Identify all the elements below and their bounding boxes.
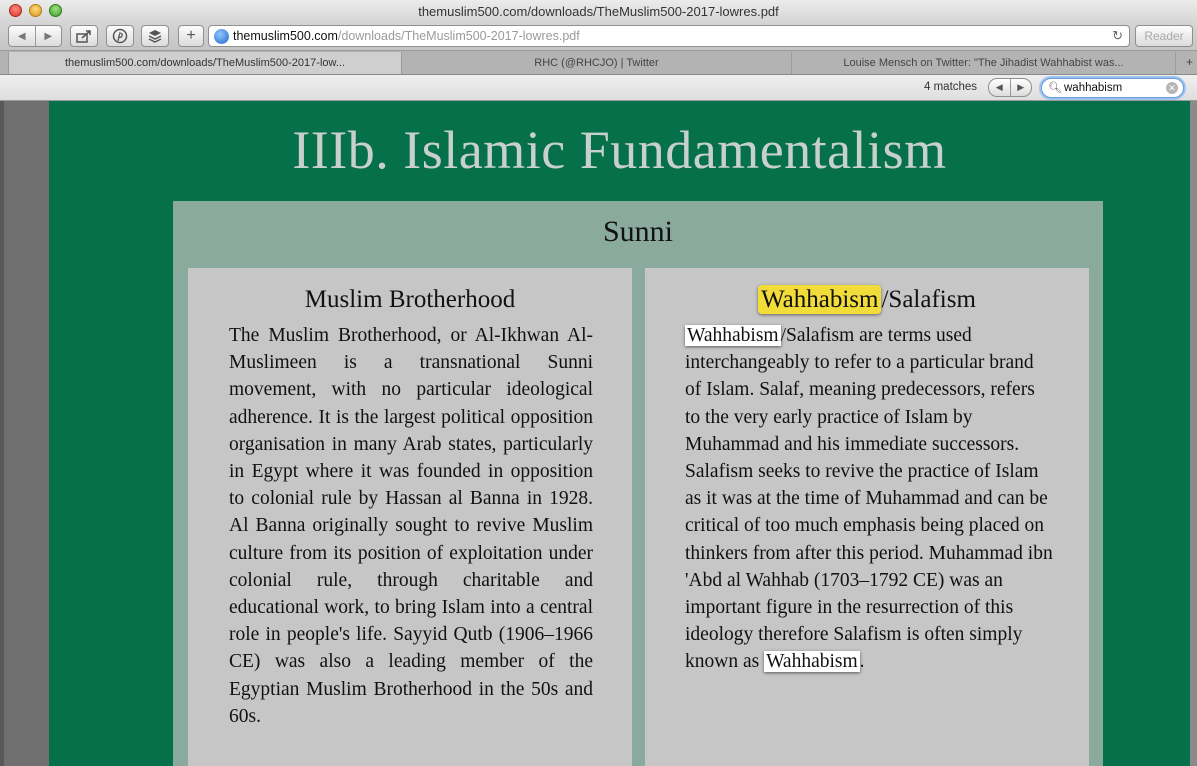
find-match: Wahhabism <box>687 325 779 346</box>
wahhabism-card <box>645 268 1089 766</box>
reload-icon[interactable]: ↻ <box>1112 28 1123 43</box>
find-bar <box>0 75 1197 101</box>
sunni-heading: Sunni <box>602 215 674 248</box>
card-body: The Muslim Brotherhood, or Al-Ikhwan Al-Muslimeen is a transnational Sunni movement, with no particular ideological adherence. It is the largest political opposition organisation in many Arab states, particularly in Egypt where it was founded in opposition to colonial rule by Hassan al Banna in 1928. Al Banna originally sought to revive Muslim culture from its position of exploitation under colonial rule, through charitable and educational work, to bring Islam into a central role in people's life. Sayyid Qutb (1906–1966 CE) was also a leading member of the Egyptian Muslim Brotherhood in the 50s and 60s. <box>229 325 593 727</box>
layers-icon <box>147 28 163 44</box>
reader-button[interactable]: Reader <box>1135 25 1193 47</box>
current-find-match: Wahhabism <box>758 285 881 314</box>
search-icon: 🔍︎ <box>1048 82 1062 94</box>
url-path: /downloads/TheMuslim500-2017-lowres.pdf <box>337 29 580 43</box>
pdf-viewer[interactable] <box>0 101 1197 766</box>
find-query: wahhabism <box>1064 82 1123 94</box>
body-end: . <box>859 651 865 673</box>
card-body <box>685 322 1053 676</box>
heading-rest: /Salafism <box>881 286 976 313</box>
find-match-count: 4 matches <box>924 81 978 93</box>
address-bar[interactable] <box>208 25 1130 47</box>
clear-search-icon[interactable]: ✕ <box>1166 82 1178 94</box>
pinterest-icon <box>112 28 128 44</box>
share-icon <box>76 29 92 43</box>
find-input[interactable] <box>1041 78 1184 98</box>
previous-match-icon[interactable]: ◀ <box>995 82 1003 92</box>
back-forward-buttons <box>8 25 62 47</box>
tab-louise-mensch-twitter[interactable]: Louise Mensch on Twitter: "The Jihadist Wahhabist was... <box>792 52 1176 74</box>
url-host: themuslim500.com <box>233 29 338 43</box>
section-title: IIIb. Islamic Fundamentalism <box>292 120 947 180</box>
card-heading: Muslim Brotherhood <box>304 286 516 313</box>
card-heading <box>645 286 1089 314</box>
next-match-icon[interactable]: ▶ <box>1017 82 1025 92</box>
share-button[interactable] <box>70 25 98 47</box>
sunni-panel <box>173 201 1103 766</box>
globe-icon <box>214 29 229 44</box>
tab-strip <box>0 50 1197 75</box>
body-text: /Salafism are terms used interchangeably to refer to a particular brand of Islam. Salaf, meaning predecessors, refers to the very early practice of Islam by Muhammad and his immediate successors. Salafism seeks to revive the practice of Islam as it was at the time of Muhammad and can be critical of too much emphasis being placed on thinkers from after this period. Muhammad ibn 'Abd al Wahhab (1703–1792 CE) was an important figure in the resurrection of this ideology therefore Salafism is often simply known as <box>685 325 1053 673</box>
add-tab-icon[interactable]: + <box>1185 55 1193 69</box>
viewer-edge <box>0 101 4 766</box>
find-match: Wahhabism <box>766 651 858 673</box>
forward-arrow-icon[interactable]: ▶ <box>44 30 53 42</box>
title-bar <box>0 0 1197 22</box>
new-tab-button[interactable]: + <box>178 25 204 47</box>
back-arrow-icon[interactable]: ◀ <box>17 30 26 42</box>
buffer-button[interactable] <box>141 25 169 47</box>
tab-rhc-twitter[interactable]: RHC (@RHCJO) | Twitter <box>402 52 792 74</box>
window-title: themuslim500.com/downloads/TheMuslim500-2017-lowres.pdf <box>418 4 779 19</box>
pinterest-button[interactable] <box>106 25 134 47</box>
muslim-brotherhood-card <box>188 268 632 766</box>
tab-muslim500-pdf[interactable]: themuslim500.com/downloads/TheMuslim500-2017-low... <box>8 52 402 74</box>
find-navigation <box>988 78 1032 97</box>
browser-toolbar <box>0 22 1197 50</box>
pdf-page <box>49 101 1190 766</box>
scrollbar[interactable] <box>1190 101 1197 766</box>
